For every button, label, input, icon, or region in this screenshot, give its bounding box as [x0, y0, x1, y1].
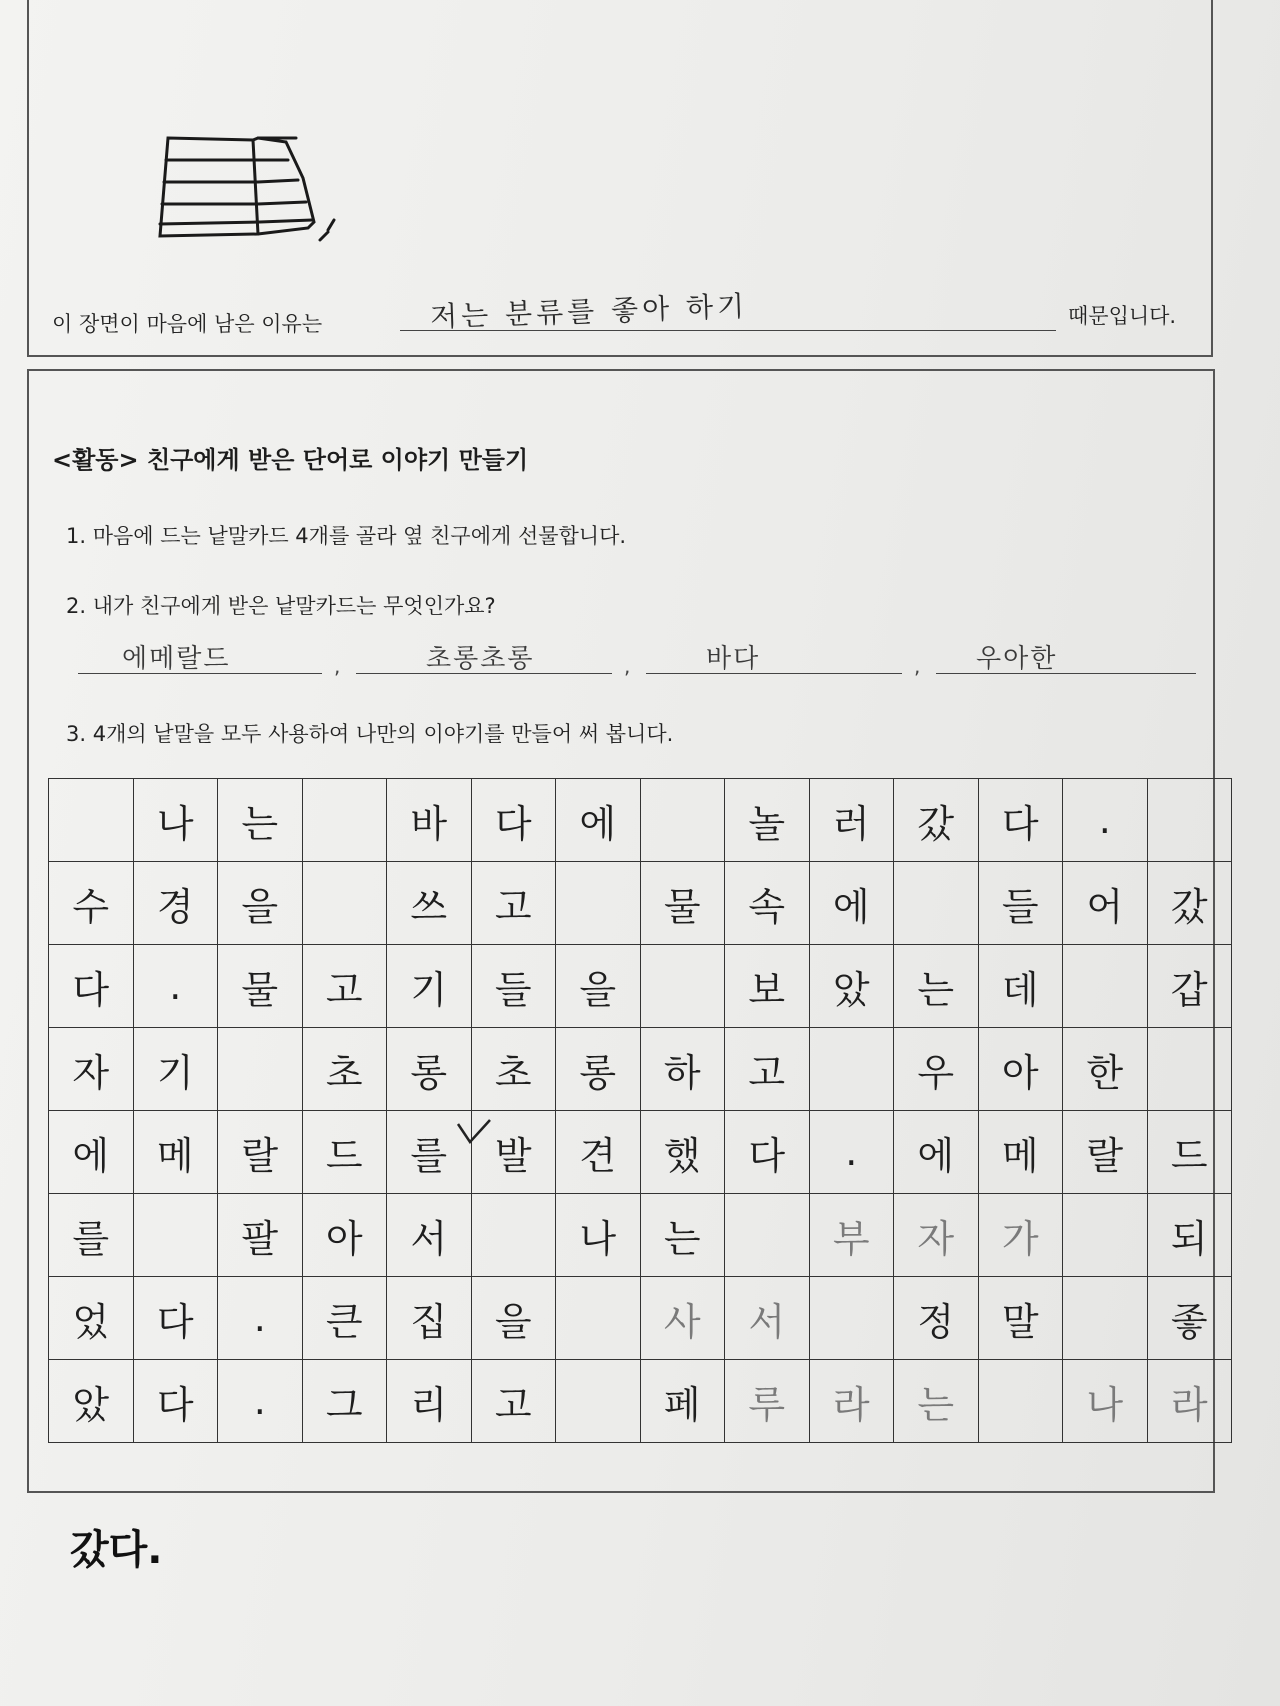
grid-row — [49, 1111, 1232, 1194]
comma-separator: , — [334, 654, 341, 678]
grid-cell[interactable] — [809, 1277, 894, 1360]
grid-cell[interactable]: 팔 — [218, 1194, 303, 1277]
grid-cell[interactable] — [133, 1194, 218, 1277]
grid-cell[interactable]: . — [1063, 779, 1148, 862]
grid-cell[interactable]: 기 — [387, 945, 472, 1028]
grid-cell[interactable]: 롱 — [556, 1028, 641, 1111]
grid-cell[interactable]: 부 — [809, 1194, 894, 1277]
reason-line — [52, 289, 1192, 340]
grid-cell[interactable]: 집 — [387, 1277, 472, 1360]
grid-cell[interactable]: 다 — [978, 779, 1063, 862]
grid-cell[interactable]: 나 — [1063, 1360, 1148, 1443]
grid-cell[interactable]: 다 — [725, 1111, 810, 1194]
reason-suffix: 때문입니다. — [1068, 304, 1177, 328]
grid-cell[interactable]: 을 — [556, 945, 641, 1028]
grid-cell[interactable]: 메 — [133, 1111, 218, 1194]
grid-cell[interactable]: 서 — [725, 1277, 810, 1360]
card-answer-3[interactable] — [646, 640, 902, 674]
grid-cell[interactable]: 는 — [218, 779, 303, 862]
grid-cell[interactable] — [302, 862, 387, 945]
grid-cell[interactable]: 아 — [302, 1194, 387, 1277]
grid-row — [49, 945, 1232, 1028]
grid-cell[interactable]: 가 — [978, 1194, 1063, 1277]
grid-cell[interactable] — [809, 1028, 894, 1111]
grid-cell[interactable]: 다 — [471, 779, 556, 862]
grid-cell[interactable]: 에 — [809, 862, 894, 945]
grid-cell[interactable]: 을 — [218, 862, 303, 945]
card-answer-2-text: 초롱초롱 — [426, 644, 535, 674]
grid-cell[interactable] — [1147, 779, 1232, 862]
grid-cell[interactable]: 고 — [471, 862, 556, 945]
grid-cell[interactable]: 자 — [49, 1028, 134, 1111]
grid-cell[interactable] — [49, 779, 134, 862]
card-answer-4[interactable] — [936, 640, 1196, 674]
grid-cell[interactable]: 사 — [640, 1277, 725, 1360]
grid-cell[interactable]: 어 — [1063, 862, 1148, 945]
grid-cell[interactable]: 서 — [387, 1194, 472, 1277]
grid-cell[interactable]: 에 — [49, 1111, 134, 1194]
grid-cell[interactable]: 속 — [725, 862, 810, 945]
grid-cell[interactable]: 롱 — [387, 1028, 472, 1111]
grid-cell[interactable]: 라 — [1147, 1360, 1232, 1443]
grid-cell[interactable] — [471, 1194, 556, 1277]
grid-cell[interactable]: 에 — [556, 779, 641, 862]
grid-cell[interactable] — [218, 1028, 303, 1111]
question-1: 1. 마음에 드는 낱말카드 4개를 골라 옆 친구에게 선물합니다. — [66, 524, 627, 548]
grid-cell[interactable] — [556, 1277, 641, 1360]
grid-row — [49, 1277, 1232, 1360]
received-cards-row — [78, 640, 1198, 680]
grid-cell[interactable]: 러 — [809, 779, 894, 862]
grid-cell[interactable]: 물 — [218, 945, 303, 1028]
grid-cell[interactable]: 다 — [133, 1360, 218, 1443]
grid-cell[interactable]: 을 — [471, 1277, 556, 1360]
grid-cell[interactable]: 고 — [725, 1028, 810, 1111]
grid-cell[interactable]: 를 — [49, 1194, 134, 1277]
grid-cell[interactable]: 메 — [978, 1111, 1063, 1194]
grid-cell[interactable]: 되 — [1147, 1194, 1232, 1277]
grid-cell[interactable] — [556, 862, 641, 945]
grid-cell[interactable] — [978, 1360, 1063, 1443]
grid-cell[interactable]: 놀 — [725, 779, 810, 862]
grid-cell[interactable]: 갔 — [894, 779, 979, 862]
grid-cell[interactable]: 물 — [640, 862, 725, 945]
grid-cell[interactable]: 하 — [640, 1028, 725, 1111]
question-2: 2. 내가 친구에게 받은 낱말카드는 무엇인가요? — [66, 594, 496, 618]
grid-cell[interactable]: 데 — [978, 945, 1063, 1028]
grid-cell[interactable]: 리 — [387, 1360, 472, 1443]
grid-row — [49, 779, 1232, 862]
grid-cell[interactable]: . — [133, 945, 218, 1028]
grid-cell[interactable]: 바 — [387, 779, 472, 862]
grid-cell[interactable]: . — [809, 1111, 894, 1194]
grid-cell[interactable]: 초 — [471, 1028, 556, 1111]
question-3: 3. 4개의 낱말을 모두 사용하여 나만의 이야기를 만들어 써 봅니다. — [66, 722, 674, 746]
grid-cell[interactable] — [640, 945, 725, 1028]
grid-cell[interactable]: 고 — [471, 1360, 556, 1443]
insertion-mark — [456, 1118, 492, 1146]
grid-cell[interactable]: 랄 — [1063, 1111, 1148, 1194]
grid-cell[interactable]: 그 — [302, 1360, 387, 1443]
grid-cell[interactable] — [302, 779, 387, 862]
grid-cell[interactable]: 갔 — [1147, 862, 1232, 945]
grid-cell[interactable]: 큰 — [302, 1277, 387, 1360]
grid-cell[interactable]: . — [218, 1277, 303, 1360]
grid-cell[interactable] — [1063, 1194, 1148, 1277]
grid-cell[interactable]: . — [218, 1360, 303, 1443]
grid-cell[interactable]: 는 — [640, 1194, 725, 1277]
grid-cell[interactable]: 정 — [894, 1277, 979, 1360]
grid-cell[interactable]: 었 — [49, 1277, 134, 1360]
grid-cell[interactable]: 자 — [894, 1194, 979, 1277]
grid-cell[interactable]: 쓰 — [387, 862, 472, 945]
card-answer-1[interactable] — [78, 640, 322, 674]
grid-row — [49, 1360, 1232, 1443]
comma-separator: , — [914, 654, 921, 678]
grid-cell[interactable]: 보 — [725, 945, 810, 1028]
grid-row — [49, 1028, 1232, 1111]
comma-separator: , — [624, 654, 631, 678]
grid-cell[interactable]: 아 — [978, 1028, 1063, 1111]
grid-cell[interactable]: 았 — [809, 945, 894, 1028]
grid-cell[interactable]: 랄 — [218, 1111, 303, 1194]
grid-row — [49, 1194, 1232, 1277]
grid-cell[interactable]: 기 — [133, 1028, 218, 1111]
grid-cell[interactable] — [894, 862, 979, 945]
grid-cell[interactable]: 견 — [556, 1111, 641, 1194]
grid-cell[interactable]: 는 — [894, 1360, 979, 1443]
grid-cell[interactable]: 페 — [640, 1360, 725, 1443]
grid-cell[interactable] — [556, 1360, 641, 1443]
grid-cell[interactable]: 를 — [387, 1111, 472, 1194]
grid-cell[interactable]: 다 — [133, 1277, 218, 1360]
grid-cell[interactable]: 라 — [809, 1360, 894, 1443]
grid-cell[interactable]: 드 — [1147, 1111, 1232, 1194]
grid-cell[interactable]: 다 — [49, 945, 134, 1028]
grid-cell[interactable]: 발 — [471, 1111, 556, 1194]
grid-cell[interactable]: 수 — [49, 862, 134, 945]
grid-cell[interactable]: 는 — [894, 945, 979, 1028]
grid-cell[interactable]: 한 — [1063, 1028, 1148, 1111]
card-answer-2[interactable] — [356, 640, 612, 674]
grid-cell[interactable]: 초 — [302, 1028, 387, 1111]
hand-drawing — [158, 130, 378, 270]
grid-row — [49, 862, 1232, 945]
grid-cell[interactable]: 았 — [49, 1360, 134, 1443]
reason-prefix: 이 장면이 마음에 남은 이유는 — [52, 312, 323, 336]
card-answer-4-text: 우아한 — [976, 644, 1058, 674]
reason-blank[interactable] — [400, 289, 1056, 334]
activity-title: <활동> 친구에게 받은 단어로 이야기 만들기 — [52, 446, 529, 474]
grid-cell[interactable]: 루 — [725, 1360, 810, 1443]
grid-cell[interactable]: 고 — [302, 945, 387, 1028]
grid-cell[interactable] — [1147, 1028, 1232, 1111]
grid-cell[interactable]: 나 — [556, 1194, 641, 1277]
grid-cell[interactable] — [1063, 1277, 1148, 1360]
grid-cell[interactable] — [640, 779, 725, 862]
grid-cell[interactable]: 했 — [640, 1111, 725, 1194]
grid-cell[interactable]: 우 — [894, 1028, 979, 1111]
grid-cell[interactable]: 갑 — [1147, 945, 1232, 1028]
grid-cell[interactable]: 경 — [133, 862, 218, 945]
reason-answer: 저는 분류를 좋아 하기 — [429, 289, 749, 334]
grid-cell[interactable] — [1063, 945, 1148, 1028]
grid-cell[interactable]: 들 — [471, 945, 556, 1028]
grid-cell[interactable]: 드 — [302, 1111, 387, 1194]
grid-cell[interactable]: 말 — [978, 1277, 1063, 1360]
grid-cell[interactable] — [725, 1194, 810, 1277]
grid-cell[interactable]: 나 — [133, 779, 218, 862]
grid-cell[interactable]: 에 — [894, 1111, 979, 1194]
card-answer-1-text: 에메랄드 — [122, 644, 231, 674]
grid-cell[interactable]: 들 — [978, 862, 1063, 945]
continuation-text: 갔다. — [70, 1527, 163, 1573]
writing-grid — [48, 778, 1232, 1443]
grid-cell[interactable]: 좋 — [1147, 1277, 1232, 1360]
card-answer-3-text: 바다 — [706, 644, 761, 674]
